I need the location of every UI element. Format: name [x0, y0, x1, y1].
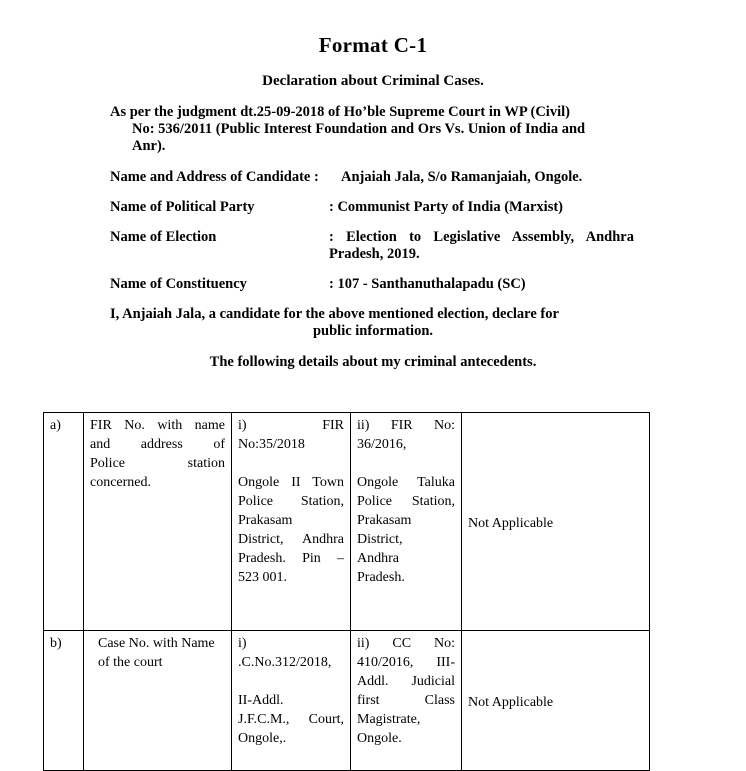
election-value-line: : Election to Legislative Assembly, Andhra: [329, 229, 634, 245]
case-line: District, Andhra: [238, 532, 344, 547]
case-line: II-Addl.: [238, 693, 284, 708]
case-cell: [351, 413, 462, 631]
case-line: first Class: [357, 693, 455, 708]
case-line: 523 001.: [238, 570, 287, 585]
case-line: Andhra: [357, 551, 399, 566]
declaration-line: I, Anjaiah Jala, a candidate for the above mentioned election, declare for: [110, 306, 559, 322]
judgment-line: As per the judgment dt.25-09-2018 of Ho’ble Supreme Court in WP (Civil): [110, 104, 570, 120]
case-details: [232, 413, 350, 587]
case-line: Pradesh. Pin –: [238, 551, 344, 566]
row-index: b): [50, 636, 62, 651]
constituency-value: : 107 - Santhanuthalapadu (SC): [329, 276, 526, 292]
case-line: 410/2016, III-: [357, 655, 455, 670]
label-line: concerned.: [90, 475, 152, 490]
case-cell: [232, 631, 351, 771]
election-label: Name of Election: [110, 229, 217, 245]
row-label: [84, 631, 231, 672]
criminal-cases-table: [43, 412, 650, 771]
case-line: ii) CC No:: [357, 636, 455, 651]
row-label-cell: [84, 631, 232, 771]
case-line: Ongole II Town: [238, 475, 344, 490]
case-line: 36/2016,: [357, 437, 407, 452]
case-cell: [351, 631, 462, 771]
case-line: i): [238, 636, 247, 651]
table-row: [44, 413, 650, 631]
row-label: [84, 413, 231, 492]
case-line: ii) FIR No:: [357, 418, 455, 433]
table-row: [44, 631, 650, 771]
judgment-line: No: 536/2011 (Public Interest Foundation and Ors Vs. Union of India and: [132, 121, 586, 137]
page-subtitle: Declaration about Criminal Cases.: [262, 73, 484, 89]
case-line: Prakasam: [357, 513, 412, 528]
case-line: Addl. Judicial: [357, 674, 455, 689]
case-line: Police Station,: [238, 494, 344, 509]
remark-cell: [462, 413, 650, 631]
case-line: [238, 672, 344, 691]
case-line: Magistrate,: [357, 712, 421, 727]
party-label: Name of Political Party: [110, 199, 255, 215]
election-value-line: Pradesh, 2019.: [329, 246, 420, 262]
case-details: [232, 631, 350, 748]
case-line: No:35/2018: [238, 437, 305, 452]
name-address-label: Name and Address of Candidate :: [110, 169, 319, 185]
case-details: [351, 413, 461, 587]
label-line: Police station: [90, 456, 225, 471]
case-line: Ongole.: [357, 731, 402, 746]
row-index-cell: [44, 413, 84, 631]
case-line: Police Station,: [357, 494, 455, 509]
case-line: Pradesh.: [357, 570, 405, 585]
label-line: and address of: [90, 437, 225, 452]
case-line: i) FIR: [238, 418, 344, 433]
remark: Not Applicable: [468, 694, 554, 710]
constituency-label: Name of Constituency: [110, 276, 247, 292]
case-line: [357, 454, 455, 473]
label-line: FIR No. with name: [90, 418, 225, 433]
case-line: J.F.C.M., Court,: [238, 712, 344, 727]
judgment-reference: [110, 104, 640, 156]
case-line: Prakasam: [238, 513, 293, 528]
case-line: Ongole,.: [238, 731, 287, 746]
party-value: : Communist Party of India (Marxist): [329, 199, 563, 215]
election-value: [329, 229, 634, 263]
declaration-line: public information.: [312, 323, 434, 339]
page-title: Format C-1: [318, 33, 428, 57]
declaration-heading: The following details about my criminal antecedents.: [209, 354, 537, 370]
case-line: Ongole Taluka: [357, 475, 455, 490]
remark-cell: [462, 631, 650, 771]
row-index: a): [50, 418, 61, 433]
case-line: .C.No.312/2018,: [238, 655, 332, 670]
label-line: Case No. with Name: [98, 636, 215, 651]
label-line: of the court: [98, 655, 163, 670]
case-cell: [232, 413, 351, 631]
row-label-cell: [84, 413, 232, 631]
case-line: District,: [357, 532, 403, 547]
judgment-line: Anr).: [132, 138, 166, 154]
remark: Not Applicable: [468, 515, 554, 531]
case-line: [238, 454, 344, 473]
row-index-cell: [44, 631, 84, 771]
case-details: [351, 631, 461, 748]
name-address-value: Anjaiah Jala, S/o Ramanjaiah, Ongole.: [341, 169, 583, 185]
